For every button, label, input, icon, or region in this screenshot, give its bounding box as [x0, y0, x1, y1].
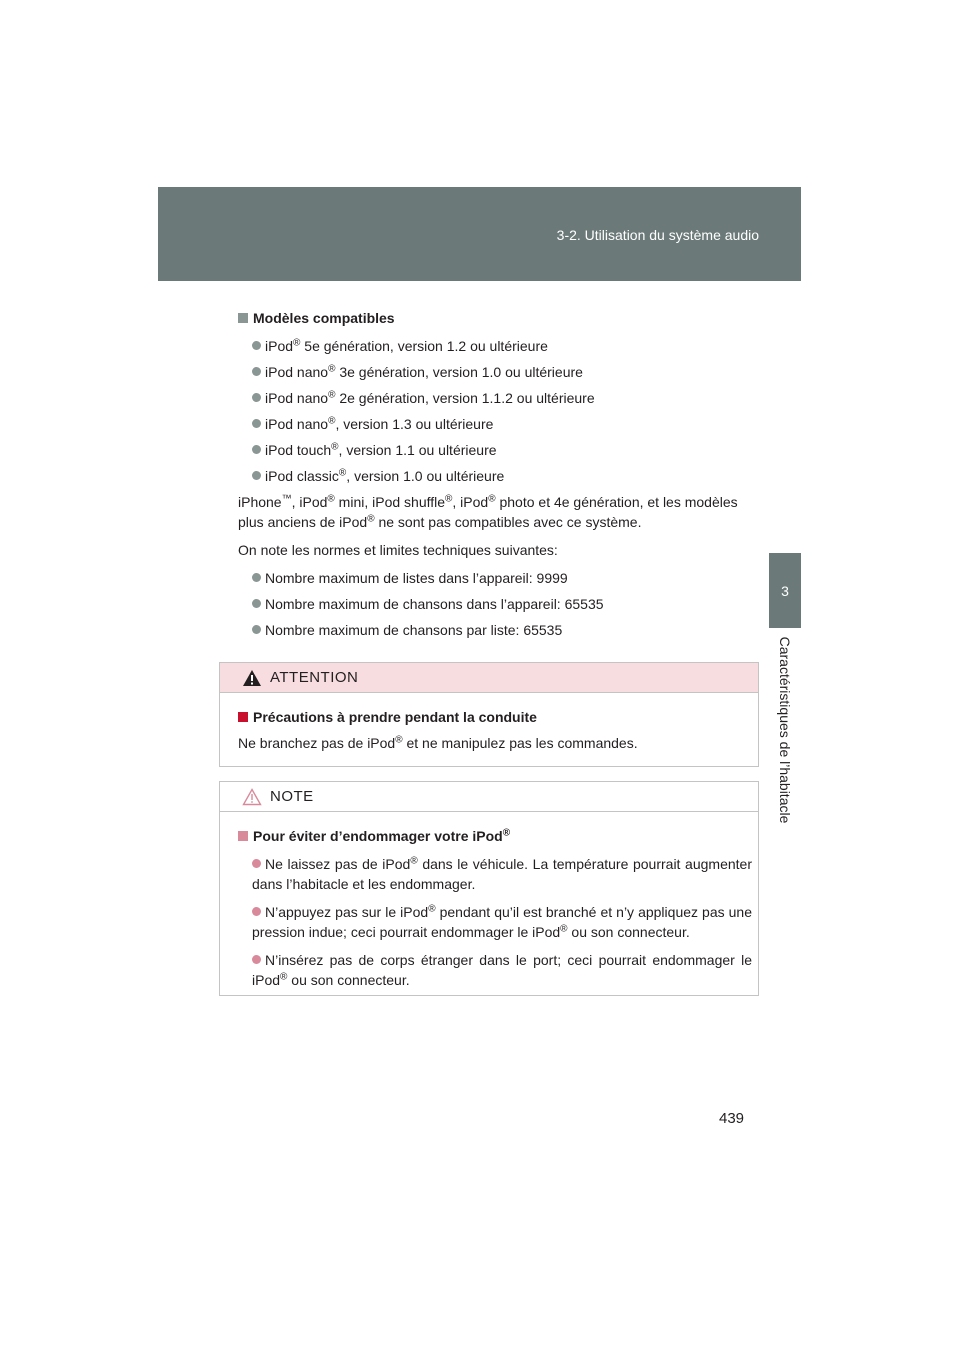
compat-heading: [238, 308, 754, 328]
list-item: iPod nano® 2e génération, version 1.1.2 ou ultérieure: [252, 388, 754, 408]
attention-header: [220, 663, 758, 693]
bullet-icon: [252, 393, 261, 402]
caution-outline-icon: [242, 788, 262, 806]
square-bullet-icon: [238, 712, 248, 722]
section-title: 3-2. Utilisation du système audio: [556, 227, 759, 243]
bullet-icon: [252, 573, 261, 582]
attention-box: [219, 662, 759, 767]
attention-subheading: Précautions à prendre pendant la conduite: [238, 707, 752, 727]
bullet-icon: [252, 367, 261, 376]
bullet-icon: [252, 341, 261, 350]
bullet-icon: [252, 955, 261, 964]
list-item: Nombre maximum de chansons par liste: 65535: [252, 620, 754, 640]
attention-text: Ne branchez pas de iPod® et ne manipulez pas les commandes.: [238, 734, 638, 751]
main-content: [238, 308, 754, 646]
bullet-icon: [252, 599, 261, 608]
chapter-tab: [769, 553, 801, 628]
compat-heading-text: Modèles compatibles: [253, 310, 395, 326]
list-item: iPod nano® 3e génération, version 1.0 ou ultérieure: [252, 362, 754, 382]
list-item: iPod nano®, version 1.3 ou ultérieure: [252, 414, 754, 434]
attention-title: ATTENTION: [270, 669, 359, 686]
page-number: 439: [719, 1110, 745, 1127]
list-item: Ne laissez pas de iPod® dans le véhicule. La température pourrait augmenter dans l’habitacle et les endommager.: [252, 855, 752, 892]
header-band: [158, 187, 801, 281]
bullet-icon: [252, 445, 261, 454]
list-item: iPod touch®, version 1.1 ou ultérieure: [252, 440, 754, 460]
square-bullet-icon: [238, 831, 248, 841]
list-item: N’appuyez pas sur le iPod® pendant qu’il est branché et n’y appliquez pas une pression indue; ceci pourrait endommager le iPod® ou son connecteur.: [252, 903, 752, 940]
warning-icon: [242, 669, 262, 687]
incompatible-note: iPhone™, iPod® mini, iPod shuffle®, iPod® photo et 4e génération, et les modèles plus anciens de iPod® ne sont pas compatibles avec ce système.: [238, 493, 738, 530]
list-item: N’insérez pas de corps étranger dans le port; ceci pourrait endommager le iPod® ou son connecteur.: [252, 952, 752, 988]
limits-intro: On note les normes et limites techniques suivantes:: [238, 542, 558, 558]
note-body: [220, 812, 758, 990]
list-item: iPod® 5e génération, version 1.2 ou ultérieure: [252, 336, 754, 356]
note-subheading: Pour éviter d’endommager votre iPod®: [238, 826, 752, 846]
bullet-icon: [252, 471, 261, 480]
note-box: [219, 781, 759, 996]
square-bullet-icon: [238, 313, 248, 323]
bullet-icon: [252, 625, 261, 634]
chapter-title: Caractéristiques de l’habitacle: [777, 636, 793, 824]
note-title: NOTE: [270, 788, 314, 805]
list-item: Nombre maximum de chansons dans l’appareil: 65535: [252, 594, 754, 614]
bullet-icon: [252, 419, 261, 428]
note-header: [220, 782, 758, 812]
chapter-number: 3: [781, 582, 789, 599]
list-item: Nombre maximum de listes dans l’appareil: 9999: [252, 568, 754, 588]
attention-body: [220, 693, 758, 753]
list-item: iPod classic®, version 1.0 ou ultérieure: [252, 466, 754, 486]
bullet-icon: [252, 907, 261, 916]
bullet-icon: [252, 859, 261, 868]
